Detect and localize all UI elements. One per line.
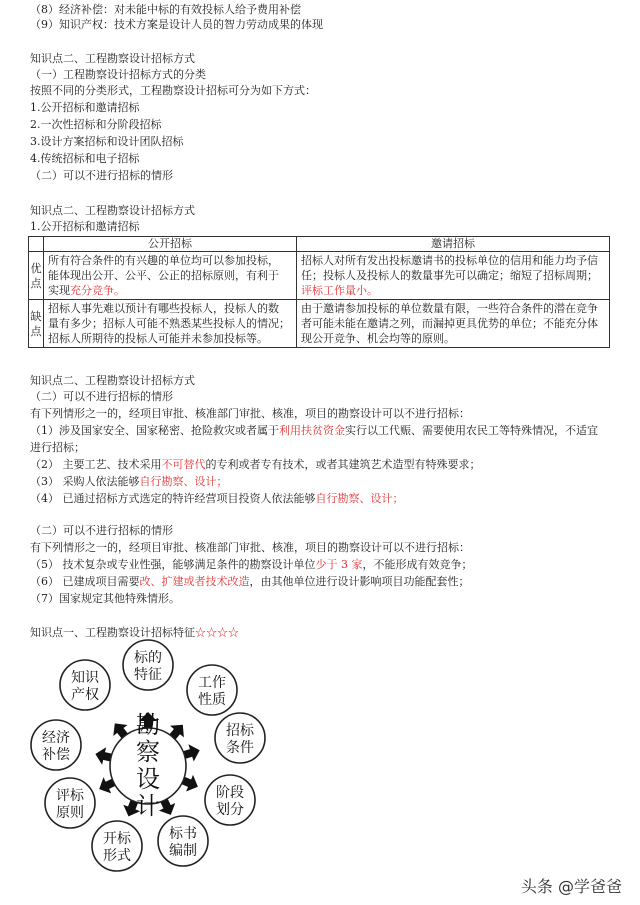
node-label: 特征: [134, 667, 162, 683]
node-label: 阶段: [216, 785, 244, 801]
text-line: （9）知识产权：技术方案是设计人员的智力劳动成果的体现: [30, 18, 323, 31]
feature-node: [92, 821, 142, 871]
node-label: 标的: [134, 650, 162, 666]
table-cell: 招标人对所有发出投标邀请书的投标单位的信用和能力均予信 任；投标人及投标人的数量事先可以确定；缩短了招标周期； 评标工作量小。: [297, 252, 610, 300]
text-line: （7）国家规定其他特殊情形。: [30, 592, 180, 605]
feature-node: [158, 816, 208, 866]
row-label: 缺 点: [29, 300, 44, 348]
text-line: （5） 技术复杂或专业性强，能够满足条件的勘察设计单位少于 3 家，不能形成有效竞争；: [30, 558, 473, 571]
text-line: 进行招标；: [30, 441, 85, 454]
section-heading: 知识点一、工程勘察设计招标特征☆☆☆☆: [30, 626, 239, 639]
feature-node: [45, 778, 95, 828]
watermark: 头条 @学爸爸: [520, 877, 622, 896]
text-line: （8）经济补偿：对未能中标的有效投标人给予费用补偿: [30, 3, 301, 16]
node-label: 招标: [226, 723, 254, 739]
section-heading: 知识点二、工程勘察设计招标方式: [30, 204, 195, 217]
feature-node: [187, 665, 237, 715]
node-label: 补偿: [42, 747, 70, 763]
subheading: （二）可以不进行招标的情形: [30, 169, 173, 182]
feature-node: [123, 640, 173, 690]
node-label: 开标: [103, 831, 131, 847]
table-cell: 招标人事先难以预计有哪些投标人，投标人的数 量有多少；招标人可能不熟悉某些投标人的情况； 招标人所期待的投标人可能并未参加投标等。: [44, 300, 297, 348]
section-heading: 知识点二、工程勘察设计招标方式: [30, 52, 195, 65]
node-label: 原则: [56, 805, 84, 821]
center-char: 计: [136, 792, 160, 820]
feature-node: [60, 660, 110, 710]
text-line: 按照不同的分类形式，工程勘察设计招标可分为如下方式：: [30, 84, 316, 97]
node-label: 条件: [226, 740, 254, 756]
node-label: 工作: [198, 675, 226, 691]
row-label: 优 点: [29, 252, 44, 300]
feature-node: [215, 713, 265, 763]
text-line: （3） 采购人依法能够自行勘察、设计；: [30, 475, 228, 488]
center-char: 勘: [136, 711, 160, 739]
list-item: 4.传统招标和电子招标: [30, 152, 140, 165]
center-char: 察: [136, 738, 160, 766]
column-header: 公开招标: [44, 237, 297, 252]
feature-node: [31, 720, 81, 770]
node-label: 产权: [71, 687, 99, 703]
node-label: 划分: [216, 802, 244, 818]
text-line: 有下列情形之一的，经项目审批、核准部门审批、核准，项目的勘察设计可以不进行招标：: [30, 541, 470, 554]
subheading: （二）可以不进行招标的情形: [30, 524, 173, 537]
section-heading: 知识点二、工程勘察设计招标方式: [30, 374, 195, 387]
stars: ☆☆☆☆: [195, 626, 239, 639]
list-item: 2.一次性招标和分阶段招标: [30, 118, 162, 131]
subheading: （二）可以不进行招标的情形: [30, 390, 173, 403]
text-line: （6） 已建成项目需要改、扩建或者技术改造，由其他单位进行设计影响项目功能配套性；: [30, 575, 470, 588]
list-item: 3.设计方案招标和设计团队招标: [30, 135, 184, 148]
table-cell: 由于邀请参加投标的单位数量有限，一些符合条件的潜在竞争 者可能未能在邀请之列，而漏掉更具优势的单位；不能充分体 现公开竞争、机会均等的原则。: [297, 300, 610, 348]
subheading: （一）工程勘察设计招标方式的分类: [30, 68, 206, 81]
column-header: 邀请招标: [297, 237, 610, 252]
node-label: 编制: [169, 843, 197, 859]
text-line: （4） 已通过招标方式选定的特许经营项目投资人依法能够自行勘察、设计；: [30, 492, 404, 505]
node-label: 知识: [71, 670, 99, 686]
text-line: （1）涉及国家安全、国家秘密、抢险救灾或者属于利用扶贫资金实行以工代赈、需要使用农民工等特殊情况，不适宜: [30, 424, 598, 437]
center-char: 设: [136, 765, 160, 793]
node-label: 标书: [169, 826, 197, 842]
text-line: 有下列情形之一的，经项目审批、核准部门审批、核准，项目的勘察设计可以不进行招标：: [30, 407, 470, 420]
node-label: 经济: [42, 730, 70, 746]
list-item: 1.公开招标和邀请招标: [30, 101, 140, 114]
subheading: 1.公开招标和邀请招标: [30, 220, 140, 233]
node-label: 评标: [56, 788, 84, 804]
table-cell: 所有符合条件的有兴趣的单位均可以参加投标， 能体现出公开、公平、公正的招标原则，有利于 实现充分竞争。: [44, 252, 297, 300]
feature-node: [205, 775, 255, 825]
node-label: 形式: [103, 848, 131, 864]
node-label: 性质: [198, 692, 226, 708]
text-line: （2） 主要工艺、技术采用不可替代的专利或者专有技术，或者其建筑艺术造型有特殊要求；: [30, 458, 481, 471]
